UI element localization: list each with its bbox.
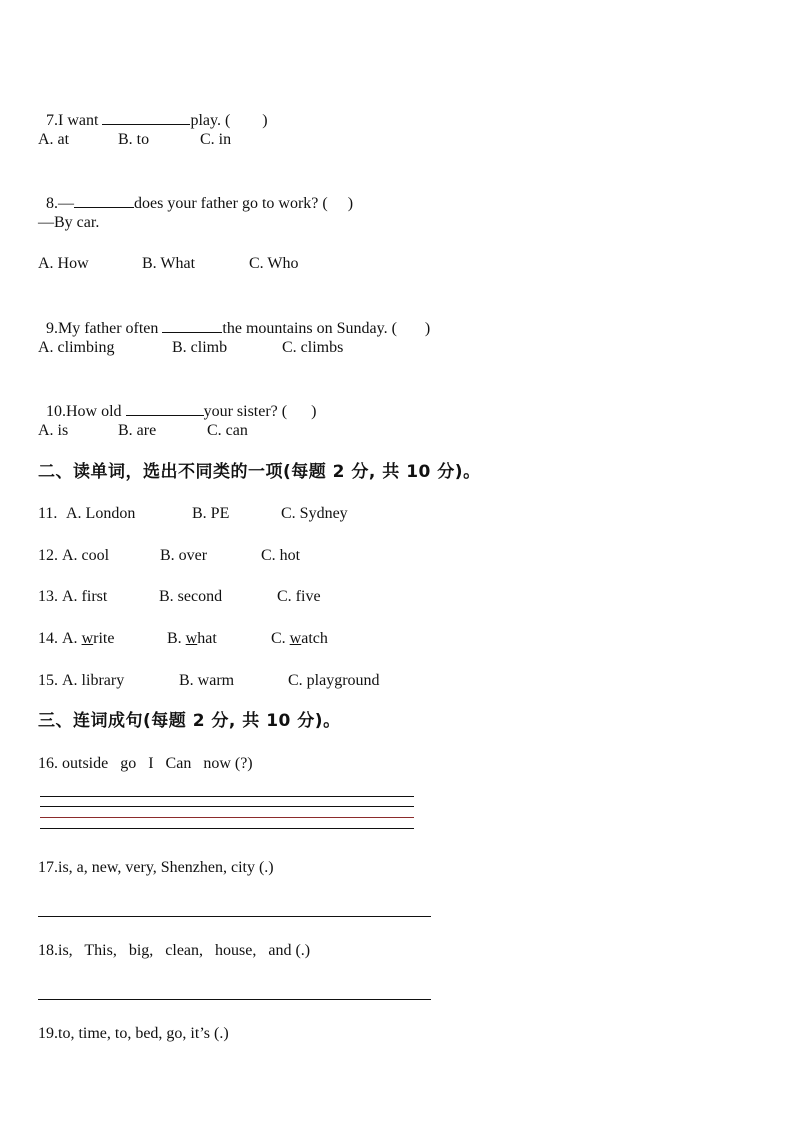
q10-prefix: 10.How old: [46, 403, 126, 420]
q9-option-a[interactable]: A. climbing: [38, 339, 115, 356]
q11-option-c[interactable]: C. Sydney: [281, 505, 348, 522]
question-19: 19.to, time, to, bed, go, it’s (.): [38, 1025, 229, 1042]
q16-writing-line-4[interactable]: [40, 828, 414, 829]
question-8: [38, 171, 353, 214]
q8-suffix: does your father go to work? ( ): [134, 195, 354, 212]
q13-number: 13.: [38, 588, 58, 605]
q7-blank[interactable]: [102, 108, 190, 125]
section-3-heading: 三、连词成句(每题 2 分, 共 10 分)。: [38, 711, 341, 731]
q10-option-c[interactable]: C. can: [207, 422, 248, 439]
question-16: 16. outside go I Can now (?): [38, 755, 253, 772]
q7-suffix: play. ( ): [190, 112, 268, 129]
q8-option-b[interactable]: B. What: [142, 255, 196, 272]
q14-option-a[interactable]: A. write: [62, 630, 115, 647]
q16-writing-line-2[interactable]: [40, 806, 414, 807]
q13-option-a[interactable]: A. first: [62, 588, 108, 605]
q8-option-a[interactable]: A. How: [38, 255, 89, 272]
q16-writing-line-1[interactable]: [40, 796, 414, 797]
q14-a-underlined-letter: w: [81, 630, 94, 647]
question-10: [38, 379, 316, 422]
q9-option-b[interactable]: B. climb: [172, 339, 228, 356]
q13-option-c[interactable]: C. five: [277, 588, 321, 605]
q7-option-b[interactable]: B. to: [118, 131, 150, 148]
q13-option-b[interactable]: B. second: [159, 588, 223, 605]
q17-answer-line[interactable]: [38, 916, 431, 917]
question-7: [38, 88, 268, 131]
q15-number: 15.: [38, 672, 58, 689]
q14-c-underlined-letter: w: [289, 630, 302, 647]
q18-answer-line[interactable]: [38, 999, 431, 1000]
question-17: 17.is, a, new, very, Shenzhen, city (.): [38, 859, 274, 876]
q10-option-b[interactable]: B. are: [118, 422, 157, 439]
q10-blank[interactable]: [126, 399, 204, 416]
q11-option-b[interactable]: B. PE: [192, 505, 230, 522]
q14-option-b[interactable]: B. what: [167, 630, 217, 647]
q14-b-underlined-letter: w: [185, 630, 198, 647]
q12-option-c[interactable]: C. hot: [261, 547, 301, 564]
q15-option-c[interactable]: C. playground: [288, 672, 380, 689]
question-9: [38, 296, 430, 339]
q15-option-a[interactable]: A. library: [62, 672, 125, 689]
q10-suffix: your sister? ( ): [203, 403, 317, 420]
q9-option-c[interactable]: C. climbs: [282, 339, 344, 356]
q9-prefix: 9.My father often: [46, 320, 163, 337]
q7-option-a[interactable]: A. at: [38, 131, 70, 148]
question-18: 18.is, This, big, clean, house, and (.): [38, 942, 311, 959]
q8-option-c[interactable]: C. Who: [249, 255, 299, 272]
q15-option-b[interactable]: B. warm: [179, 672, 235, 689]
q9-suffix: the mountains on Sunday. ( ): [222, 320, 431, 337]
q14-number: 14.: [38, 630, 58, 647]
section-2-heading: 二、读单词，选出不同类的一项(每题 2 分, 共 10 分)。: [38, 462, 481, 482]
q7-prefix: 7.I want: [46, 112, 103, 129]
q9-blank[interactable]: [162, 316, 222, 333]
q12-option-b[interactable]: B. over: [160, 547, 208, 564]
q14-option-c[interactable]: C. watch: [271, 630, 328, 647]
q8-prefix: 8.—: [46, 195, 74, 212]
q8-answer-line: —By car.: [38, 214, 100, 231]
q12-number: 12.: [38, 547, 58, 564]
q16-writing-line-3[interactable]: [40, 817, 414, 818]
q11-number: 11.: [38, 505, 62, 522]
q11-option-a[interactable]: A. London: [66, 505, 136, 522]
q7-option-c[interactable]: C. in: [200, 131, 232, 148]
q10-option-a[interactable]: A. is: [38, 422, 69, 439]
q8-blank[interactable]: [74, 191, 134, 208]
q12-option-a[interactable]: A. cool: [62, 547, 110, 564]
